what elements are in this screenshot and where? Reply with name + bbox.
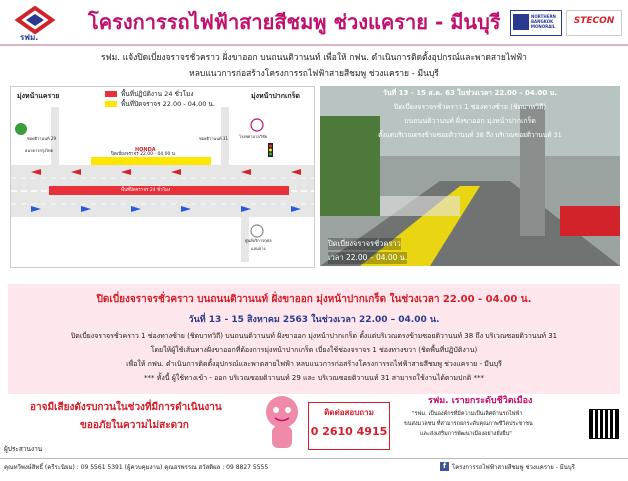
mid-soi-label: ซอยติวานนท์ 31 bbox=[199, 136, 229, 141]
photo-lane-line: ปิดเบี่ยงจราจรชั่วคราว 1 ช่องทางซ้าย (ชิดบาทวิถี) bbox=[393, 103, 547, 111]
photo-caption-1: ปิดเบี่ยงจราจรชั่วคราว bbox=[328, 239, 401, 248]
notice-headline: ปิดเบี่ยงจราจรชั่วคราว บนถนนติวานนท์ ฝั่งขาออก มุ่งหน้าปากเกร็ด ในช่วงเวลา 22.00 - 04.00 น. bbox=[96, 294, 532, 305]
yellow-zone-label: ปิดเบี่ยงจราจร 22.00 - 04.00 น. bbox=[111, 152, 177, 157]
building-icon bbox=[251, 225, 263, 237]
slogan-text-3: และส่งเสริมการพัฒนาเมืองอย่างยั่งยืน" bbox=[420, 431, 512, 437]
hospital-icon bbox=[251, 119, 263, 131]
photo-caption-2: เวลา 22.00 – 04.00 น. bbox=[328, 253, 408, 262]
mascot-figure bbox=[260, 392, 304, 454]
contact-label: ติดต่อสอบถาม bbox=[324, 408, 374, 417]
mrta-logo bbox=[12, 6, 58, 40]
map-right-label: มุ่งหน้าปากเกร็ด bbox=[251, 92, 300, 100]
legend-yellow-swatch bbox=[105, 101, 117, 107]
closure-zone-yellow bbox=[91, 157, 211, 165]
red-zone-label: พื้นที่ปิดจราจร 24 ชั่วโมง bbox=[121, 188, 171, 193]
map-left-label: มุ่งหน้าแคราย bbox=[17, 92, 60, 100]
apology-line-2: ขออภัยในความไม่สะดวก bbox=[80, 420, 189, 431]
traffic-map bbox=[10, 86, 315, 268]
slogan-text-2: ขนส่งมวลชน ที่สามารถยกระดับคุณภาพชีวิตประชาชน bbox=[404, 421, 533, 427]
facebook-icon[interactable]: f bbox=[440, 462, 449, 471]
header bbox=[0, 0, 628, 44]
landmark-clinic: ศูนย์บริการกุศล bbox=[245, 238, 272, 243]
announcement-line-2: หลบแนวการก่อสร้างโครงการรถไฟฟ้าสายสีชมพู ช่วงแคราย - มีนบุรี bbox=[189, 69, 439, 79]
notice-body-4: *** ทั้งนี้ ผู้ใช้ทางเข้า - ออก บริเวณซอยติวานนท์ 29 และ บริเวณซอยติวานนท์ 31 สามารถใช้งานได้ตามปกติ *** bbox=[144, 374, 484, 382]
landmark-bank: ธนาคารกรุงไทย bbox=[25, 148, 54, 153]
apology-line-1: อาจมีเสียงดังรบกวนในช่วงที่มีการดำเนินงาน bbox=[30, 402, 222, 413]
tree-icon bbox=[15, 123, 27, 135]
notice-body-1: ปิดเบี่ยงจราจรชั่วคราว 1 ช่องทางซ้าย (ชิดบาทวิถี) บนถนนติวานนท์ ฝั่งขาออก มุ่งหน้าปากเกร็ด ตั้งแต่บริเวณตรงข้ามซอยติวานนท์ 38 ถึง บริเวณซอยติวานนท์ 31 bbox=[70, 332, 558, 340]
photo-road-line: บนถนนติวานนท์ ฝั่งขาออก มุ่งหน้าปากเกร็ด bbox=[404, 117, 536, 125]
title-route: ช่วงแคราย - มีนบุรี bbox=[333, 10, 501, 34]
photo-overlay bbox=[320, 86, 620, 144]
title-main: โครงการรถไฟฟ้าสายสีชมพู bbox=[88, 10, 334, 34]
photo-range-line: ตั้งแต่บริเวณตรงข้ามซอยติวานนท์ 38 ถึง บริเวณซอยติวานนท์ 31 bbox=[378, 131, 562, 139]
slogan-text-1: "รฟม. เป็นองค์กรที่มีความเป็นเลิศด้านรถไฟฟ้า bbox=[412, 411, 523, 417]
announcement-line-1: รฟม. แจ้งปิดเบี่ยงจราจรชั่วคราว ฝั่งขาออก บนถนนติวานนท์ เพื่อให้ กฟน. ดำเนินการติดตั้งอุปกรณ์และพาดสายไฟฟ้า bbox=[101, 53, 527, 63]
legend-yellow-label: พื้นที่ปิดจราจร 22.00 - 04.00 น. bbox=[121, 100, 215, 108]
slogan-title: รฟม. เรายกระดับชีวิตเมือง bbox=[428, 396, 533, 406]
notice-body-3: เพื่อให้ กฟน. ดำเนินการติดตั้งอุปกรณ์และพาดสายไฟฟ้า หลบแนวการก่อสร้างโครงการรถไฟฟ้าสายสีชมพู ช่วงแคราย - มีนบุรี bbox=[126, 360, 502, 368]
coordinator-label: ผู้ประสานงาน bbox=[4, 445, 43, 453]
stecon-logo bbox=[566, 10, 622, 36]
nbm-logo bbox=[510, 10, 562, 36]
footer-divider bbox=[0, 458, 628, 459]
nbm-logo-mark bbox=[513, 14, 529, 30]
facebook-page-link[interactable]: โครงการรถไฟฟ้าสายสีชมพู ช่วงแคราย - มีนบุรี bbox=[452, 464, 575, 471]
nbm-logo-text: NORTHERN BANGKOK MONORAIL bbox=[531, 14, 556, 29]
legend-red-swatch bbox=[105, 91, 117, 97]
contact-box bbox=[308, 402, 390, 450]
notice-date: วันที่ 13 - 15 สิงหาคม 2563 ในช่วงเวลา 22.00 – 04.00 น. bbox=[188, 315, 440, 325]
landmark-clinic-2: แลนบ่าง bbox=[251, 246, 266, 251]
notice-box bbox=[8, 284, 620, 394]
page-title bbox=[88, 6, 501, 38]
brand-label: HONDA bbox=[135, 147, 156, 153]
qr-code-icon[interactable] bbox=[590, 410, 618, 438]
contact-phone[interactable]: 0 2610 4915 bbox=[310, 425, 388, 438]
notice-body-2: โดยให้ผู้ใช้เส้นทางฝั่งขาออกที่ต้องการมุ่งหน้าปากเกร็ด เบี่ยงใช้ช่องจราจร 1 ช่องทางขวา (ชิดพื้นที่ปฏิบัติงาน) bbox=[150, 346, 478, 354]
header-divider bbox=[0, 44, 628, 46]
legend-red-label: พื้นที่ปฏิบัติงาน 24 ชั่วโมง bbox=[121, 90, 194, 98]
landmark-hospital: โรงพยาบาลวิชัย bbox=[239, 134, 268, 139]
stecon-logo-text: STECON bbox=[573, 16, 615, 26]
footer-contacts: คุณทวีพงษ์สิทธิ์ (ครีระนิยม) : 09 5561 5391 (ผู้ควบคุมงาน) คุณอรพรรณ สวัสดิผล : 09 8827 5555 bbox=[4, 464, 269, 471]
left-soi-label: ซอยติวานนท์ 29 bbox=[27, 136, 57, 141]
logo-text: รฟม. bbox=[20, 33, 39, 42]
photo-date-line: วันที่ 13 - 15 ส.ค. 63 ในช่วงเวลา 22.00 – 04.00 น. bbox=[382, 89, 558, 97]
